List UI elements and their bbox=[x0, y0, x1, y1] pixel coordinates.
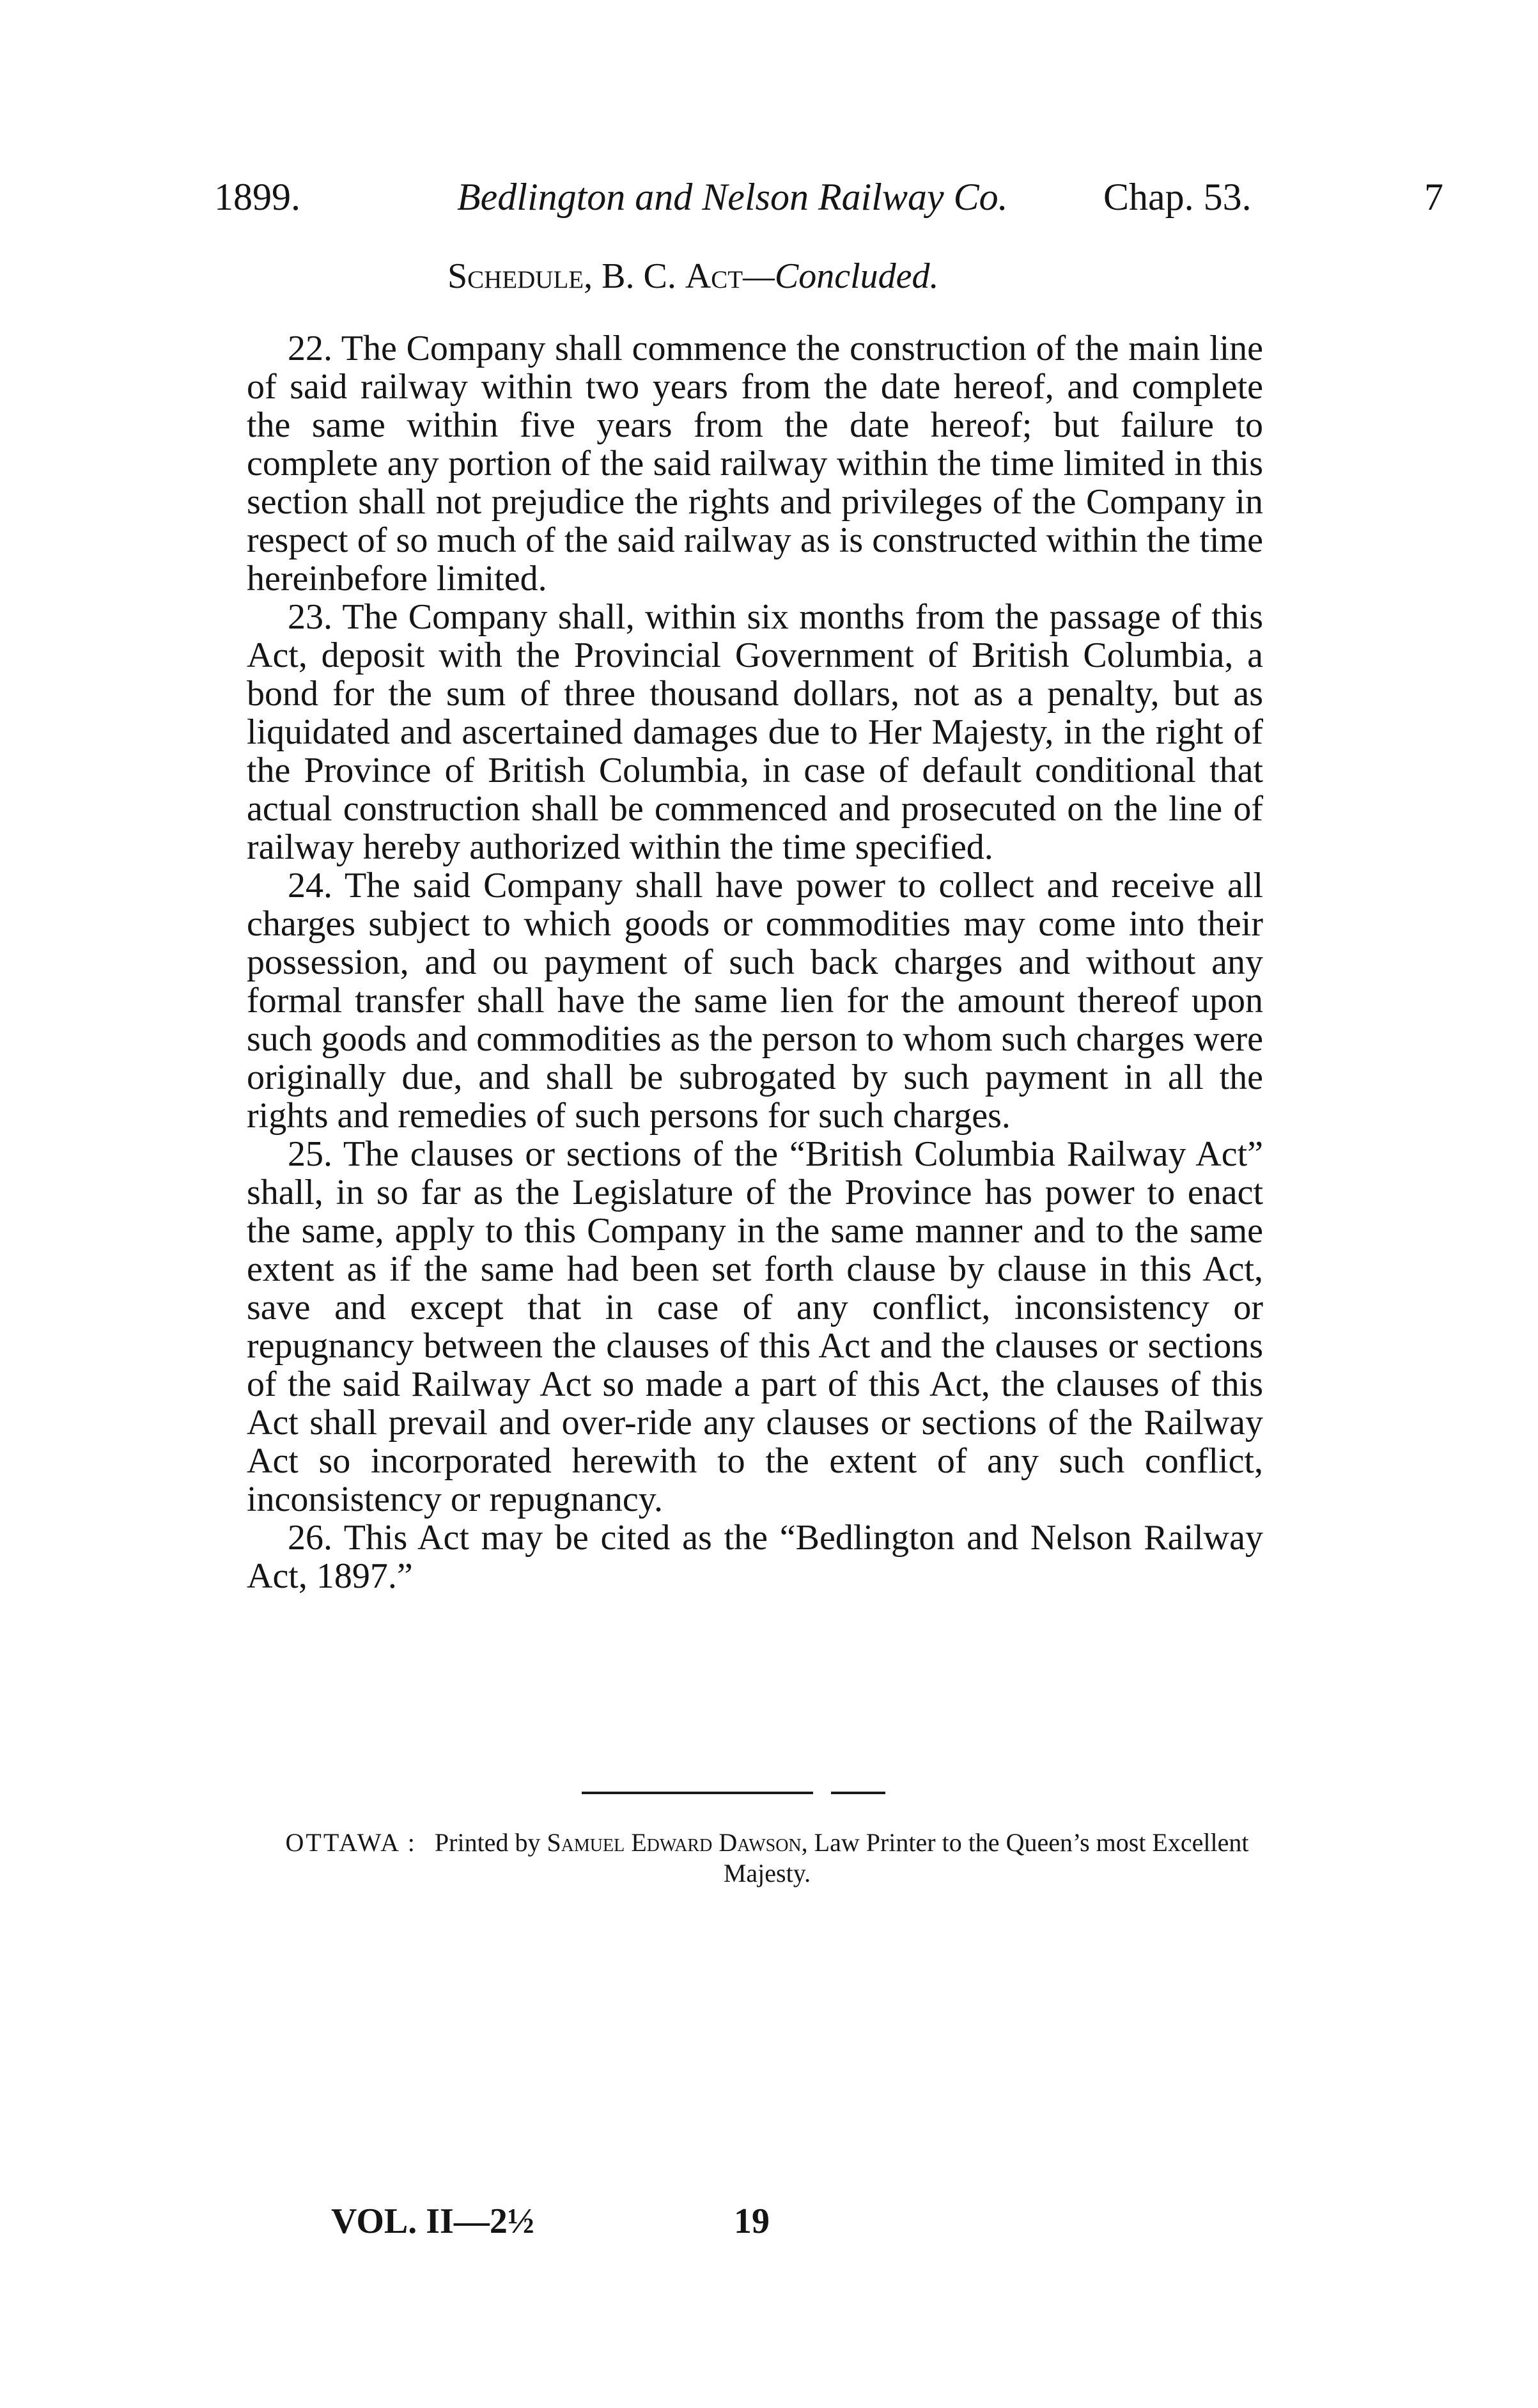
section-24 bbox=[247, 866, 1263, 1135]
imprint-printer-name: Samuel Edward Dawson, bbox=[547, 1828, 808, 1857]
schedule-concluded: —Concluded. bbox=[743, 256, 939, 296]
section-text: The Company shall, within six months from the passage of this Act, deposit with the Provincial Government of British Columbia, a bond for the sum of three thousand dollars, not as a penalty, but as liquidated and ascertained damages due to Her Majesty, in the right of the Province of British Columbia, in case of default conditional that actual construction shall be commenced and prosecuted on the line of railway hereby authorized within the time specified. bbox=[247, 597, 1263, 867]
section-text: The Company shall commence the construction of the main line of said railway within two years from the date hereof, and complete the same within five years from the date hereof; but failure to complete any portion of the said railway within the time limited in this section shall not prejudice the rights and privileges of the Company in respect of so much of the said railway as is constructed within the time hereinbefore limited. bbox=[247, 329, 1263, 598]
section-text: The said Company shall have power to collect and receive all charges subject to which goods or commodities may come into their possession, and ou payment of such back charges and without any formal transfer shall have the same lien for the amount thereof upon such goods and commodities as the person to whom such charges were originally due, and shall be subrogated by such payment in all the rights and remedies of such persons for such charges. bbox=[247, 866, 1263, 1136]
imprint-place: OTTAWA : bbox=[285, 1828, 417, 1857]
section-text: The clauses or sections of the “British Columbia Railway Act” shall, in so far as the Legislature of the Province has power to enact the same, apply to this Company in the same manner and to the same extent as if the same had been set forth clause by clause in this Act, save and except that in case of any conflict, inconsistency or repugnancy between the clauses of this Act and the clauses or sections of the said Railway Act so made a part of this Act, the clauses of this Act shall prevail and over-ride any clauses or sections of the Railway Act so incorporated herewith to the extent of any such conflict, inconsistency or repugnancy. bbox=[247, 1134, 1263, 1519]
section-23 bbox=[247, 598, 1263, 866]
imprint-printed-by: Printed by bbox=[434, 1828, 541, 1857]
schedule-act-label: Act bbox=[685, 256, 743, 296]
section-text: This Act may be cited as the “Bedlington and Nelson Railway Act, 1897.” bbox=[247, 1518, 1263, 1596]
section-26 bbox=[247, 1519, 1263, 1595]
header-chapter: Chap. 53. bbox=[1103, 176, 1252, 218]
section-number: 26. bbox=[288, 1518, 332, 1558]
signature-mark: 19 bbox=[734, 2201, 770, 2241]
header-title: Bedlington and Nelson Railway Co. bbox=[457, 176, 1008, 218]
body-text bbox=[247, 329, 1263, 1595]
section-number: 23. bbox=[288, 597, 332, 637]
imprint-printer-title: Law Printer to the Queen’s most Excellent Majesty. bbox=[723, 1828, 1249, 1888]
section-22 bbox=[247, 329, 1263, 598]
closing-rule-short bbox=[831, 1792, 885, 1794]
section-number: 22. bbox=[288, 329, 332, 368]
header-year: 1899. bbox=[214, 176, 300, 218]
section-number: 24. bbox=[288, 866, 332, 905]
schedule-heading bbox=[447, 254, 939, 298]
printer-imprint bbox=[268, 1827, 1266, 1889]
schedule-label: Schedule bbox=[447, 256, 584, 296]
section-25 bbox=[247, 1135, 1263, 1519]
page-number: 7 bbox=[1424, 176, 1443, 218]
closing-rule bbox=[582, 1792, 813, 1794]
volume-mark: VOL. II—2½ bbox=[331, 2201, 534, 2241]
section-number: 25. bbox=[288, 1134, 332, 1174]
schedule-act: , B. C. bbox=[584, 256, 685, 296]
